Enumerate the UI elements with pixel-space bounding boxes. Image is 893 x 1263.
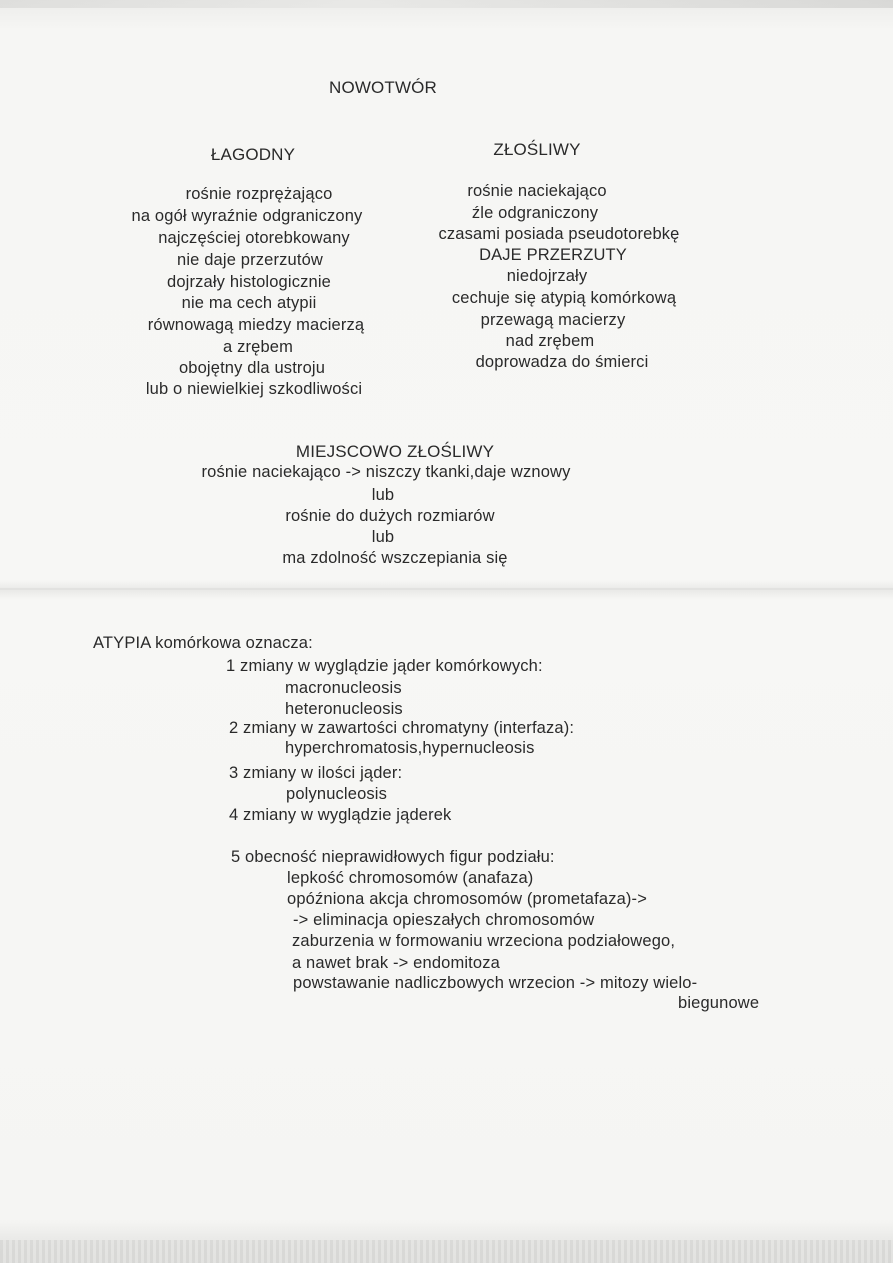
malignant-line: cechuje się atypią komórkową: [451, 289, 677, 307]
malignant-line: DAJE PRZERZUTY: [479, 246, 627, 264]
atypia-subitem: biegunowe: [678, 994, 760, 1012]
benign-line: rośnie rozprężająco: [185, 185, 333, 203]
benign-line: równowagą miedzy macierzą: [147, 316, 365, 334]
malignant-line: czasami posiada pseudotorebkę: [438, 225, 680, 243]
atypia-subitem: hyperchromatosis,hypernucleosis: [285, 739, 535, 757]
malignant-line: rośnie naciekająco: [467, 182, 607, 200]
atypia-item: 3 zmiany w ilości jąder:: [229, 764, 403, 782]
atypia-subitem: polynucleosis: [286, 785, 388, 803]
locally-malignant-line: lub: [371, 528, 395, 546]
benign-line: najczęściej otorebkowany: [158, 229, 350, 247]
locally-malignant-line: rośnie do dużych rozmiarów: [285, 507, 495, 525]
malignant-heading: ZŁOŚLIWY: [493, 140, 581, 159]
locally-malignant-line: lub: [371, 486, 395, 504]
benign-line: obojętny dla ustroju: [178, 359, 326, 377]
atypia-subitem: lepkość chromosomów (anafaza): [287, 869, 534, 887]
atypia-subitem: a nawet brak -> endomitoza: [292, 954, 500, 972]
benign-line: a zrębem: [223, 338, 293, 356]
malignant-line: nad zrębem: [505, 332, 595, 350]
benign-line: nie daje przerzutów: [177, 251, 323, 269]
benign-line: na ogół wyraźnie odgraniczony: [131, 207, 363, 225]
document-title: NOWOTWÓR: [329, 78, 437, 97]
locally-malignant-heading: MIEJSCOWO ZŁOŚLIWY: [295, 442, 495, 461]
scan-bottom-edge: [0, 1240, 893, 1263]
atypia-intro: ATYPIA komórkowa oznacza:: [93, 634, 313, 652]
atypia-subitem: heteronucleosis: [285, 700, 403, 718]
atypia-item: 2 zmiany w zawartości chromatyny (interfaza):: [229, 719, 575, 737]
scan-top-edge: [0, 0, 893, 8]
malignant-line: niedojrzały: [506, 267, 588, 285]
benign-line: dojrzały histologicznie: [167, 273, 331, 291]
atypia-subitem: powstawanie nadliczbowych wrzecion -> mitozy wielo-: [293, 974, 698, 992]
atypia-item: 1 zmiany w wyglądzie jąder komórkowych:: [226, 657, 543, 675]
atypia-subitem: opóźniona akcja chromosomów (prometafaza)->: [287, 890, 647, 908]
benign-line: lub o niewielkiej szkodliwości: [145, 380, 363, 398]
atypia-item: 5 obecność nieprawidłowych figur podziału:: [231, 848, 555, 866]
benign-line: nie ma cech atypii: [181, 294, 317, 312]
benign-heading: ŁAGODNY: [210, 145, 296, 164]
locally-malignant-line: rośnie naciekająco -> niszczy tkanki,daje wznowy: [201, 463, 571, 481]
atypia-subitem: -> eliminacja opieszałych chromosomów: [293, 911, 595, 929]
paper-fold-line: [0, 588, 893, 590]
atypia-subitem: macronucleosis: [285, 679, 402, 697]
locally-malignant-line: ma zdolność wszczepiania się: [282, 549, 508, 567]
atypia-subitem: zaburzenia w formowaniu wrzeciona podziałowego,: [292, 932, 676, 950]
atypia-item: 4 zmiany w wyglądzie jąderek: [229, 806, 452, 824]
malignant-line: przewagą macierzy: [480, 311, 626, 329]
malignant-line: doprowadza do śmierci: [475, 353, 649, 371]
malignant-line: źle odgraniczony: [471, 204, 599, 222]
